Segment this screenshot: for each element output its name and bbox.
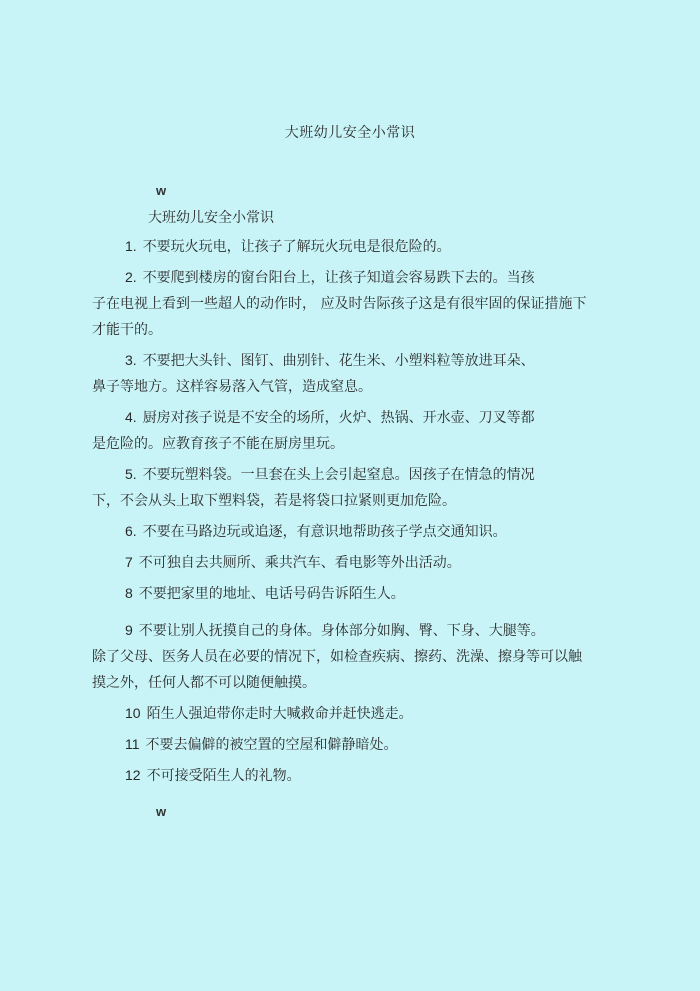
list-item-continuation: 除了父母、医务人员在必要的情况下，如检查疾病、擦药、洗澡、擦身等可以触摸之外，任何人都不可以随便触摸。 [92, 649, 582, 691]
list-item [125, 731, 595, 758]
list-item-text: 不要去偏僻的被空置的空屋和僻静暗处。 [145, 737, 398, 753]
list-item-number: 10 [125, 705, 141, 721]
list-item [125, 233, 595, 260]
list-item-first-line [125, 700, 595, 727]
list-item-number: 11 [125, 736, 140, 752]
list-item-continuation: 鼻子等地方。这样容易落入气管，造成窒息。 [92, 379, 372, 395]
list-item-number: 3. [125, 352, 137, 368]
list-item-number: 1. [125, 238, 137, 254]
list-item [92, 617, 595, 696]
list-item-text: 不要玩火玩电，让孩子了解玩火玩电是很危险的。 [142, 239, 451, 255]
list-item-text: 不要把大头针、图钉、曲别针、花生米、小塑料粒等放进耳朵、 [142, 353, 535, 369]
list-item-number: 9 [125, 622, 133, 638]
list-item-number: 6. [125, 523, 137, 539]
list-item [92, 404, 595, 457]
list-item-number: 5. [125, 466, 137, 482]
list-item [125, 580, 595, 607]
list-item-first-line [125, 233, 595, 260]
list-item-first-line [125, 580, 595, 607]
document-subtitle: 大班幼儿安全小常识 [148, 210, 274, 226]
list-item [92, 347, 595, 400]
list-item [125, 518, 595, 545]
list-item-number: 8 [125, 585, 133, 601]
list-item-text: 不要让别人抚摸自己的身体。身体部分如胸、臀、下身、大腿等。 [138, 623, 545, 639]
list-item-first-line [125, 762, 595, 789]
list-item-text: 不要玩塑料袋。一旦套在头上会引起窒息。因孩子在情急的情况 [142, 467, 535, 483]
list-item-text: 不可接受陌生人的礼物。 [146, 768, 301, 784]
list-item-continuation: 子在电视上看到一些超人的动作时， 应及时告际孩子这是有很牢固的保证措施下才能干的。 [92, 296, 587, 338]
list-item [125, 762, 595, 789]
list-item-continuation: 是危险的。应教育孩子不能在厨房里玩。 [92, 436, 344, 452]
list-item-number: 4. [125, 409, 137, 425]
list-item-number: 12 [125, 767, 141, 783]
list-item-first-line [125, 347, 595, 374]
list-item [92, 264, 595, 343]
safety-tips-list [92, 233, 595, 793]
list-item-first-line [125, 617, 595, 644]
list-item-first-line [125, 731, 595, 758]
list-item-first-line [125, 518, 595, 545]
list-item-text: 厨房对孩子说是不安全的场所，火炉、热锅、开水壶、刀叉等都 [142, 410, 535, 426]
list-item-first-line [125, 264, 595, 291]
list-item [125, 549, 595, 576]
list-item-text: 不要把家里的地址、电话号码告诉陌生人。 [138, 586, 405, 602]
list-item-continuation: 下，不会从头上取下塑料袋，若是将袋口拉紧则更加危险。 [92, 493, 456, 509]
list-item [125, 700, 595, 727]
list-item-number: 7 [125, 554, 133, 570]
list-item [92, 461, 595, 514]
list-item-text: 不要在马路边玩或追逐，有意识地帮助孩子学点交通知识。 [142, 524, 507, 540]
list-item-text: 陌生人强迫带你走时大喊救命并赶快逃走。 [146, 706, 413, 722]
list-item-text: 不可独自去共厕所、乘共汽车、看电影等外出活动。 [138, 555, 461, 571]
list-item-first-line [125, 461, 595, 488]
marker-bottom: w [156, 804, 167, 819]
list-item-text: 不要爬到楼房的窗台阳台上，让孩子知道会容易跌下去的。当孩 [142, 270, 535, 286]
list-item-first-line [125, 549, 595, 576]
list-item-number: 2. [125, 269, 137, 285]
list-item-first-line [125, 404, 595, 431]
document-title: 大班幼儿安全小常识 [284, 125, 416, 141]
marker-top: w [156, 183, 167, 198]
